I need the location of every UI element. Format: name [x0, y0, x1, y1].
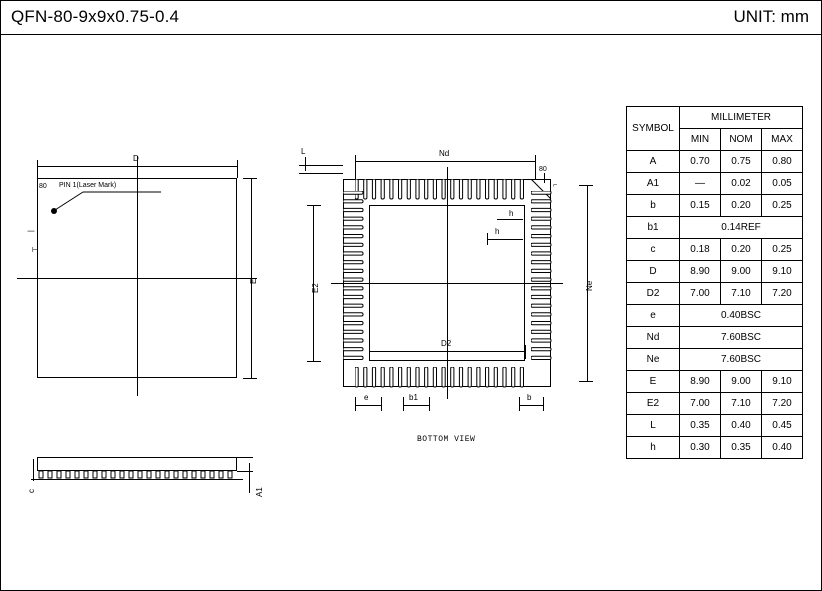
- cell-symbol: b: [627, 195, 680, 217]
- side-view-terminals: [37, 471, 237, 483]
- cell-nom: 9.00: [721, 261, 762, 283]
- l-label: L: [301, 147, 306, 156]
- e-pitch-label: e: [364, 393, 369, 402]
- unit-label: UNIT: mm: [733, 7, 809, 26]
- th-max: MAX: [762, 129, 803, 151]
- table-header-row: [627, 107, 803, 129]
- table-row: [627, 283, 803, 305]
- cell-min: 0.35: [680, 415, 721, 437]
- h-upper-line: [497, 219, 523, 220]
- bottom-view-caption: BOTTOM VIEW: [417, 435, 476, 444]
- table-row: [627, 349, 803, 371]
- side-view-c-label: c: [27, 489, 36, 493]
- b-label: b: [527, 393, 532, 402]
- top-view-left-tick-label-2: ┬: [30, 247, 37, 252]
- h-ext-v: [487, 233, 488, 245]
- b1-ext-r: [429, 397, 430, 411]
- b-ext-r: [543, 397, 544, 411]
- cell-max: 7.20: [762, 393, 803, 415]
- table-row: [627, 437, 803, 459]
- h-lower-line: [487, 239, 523, 240]
- table-row: [627, 217, 803, 239]
- ne-ext-bot: [579, 381, 593, 382]
- title-bar: [1, 1, 821, 35]
- cell-symbol: D2: [627, 283, 680, 305]
- l-ext: [305, 157, 306, 171]
- cell-symbol: b1: [627, 217, 680, 239]
- d2-ext-right: [525, 345, 526, 359]
- e2-ext-top: [307, 205, 321, 206]
- nd-dim-line: [355, 161, 535, 162]
- pin-corner-label: 80: [539, 166, 547, 173]
- cell-symbol: D: [627, 261, 680, 283]
- top-view-d-ext-left: [37, 160, 38, 178]
- table-body: [627, 151, 803, 459]
- top-view-d-dim-line: [37, 166, 237, 167]
- leads-right: [531, 191, 557, 371]
- ne-label: Ne: [585, 280, 594, 291]
- b1-dim-line: [403, 405, 429, 406]
- e-pitch-dim-line: [355, 405, 381, 406]
- side-view-a1-line: [249, 463, 250, 493]
- cell-nom: 0.20: [721, 195, 762, 217]
- b1-label: b1: [409, 393, 418, 402]
- l-dim-line2: [299, 173, 343, 174]
- pin-corner-leader: [544, 173, 545, 183]
- table-row: [627, 305, 803, 327]
- h-lower-label: h: [495, 227, 500, 236]
- cell-max: 0.40: [762, 437, 803, 459]
- cell-max: 7.20: [762, 283, 803, 305]
- top-view-d-ext-right: [237, 160, 238, 178]
- cell-nom: 0.40: [721, 415, 762, 437]
- e2-label: E2: [311, 283, 320, 293]
- cell-symbol: A: [627, 151, 680, 173]
- cell-min: —: [680, 173, 721, 195]
- b-dim-line: [519, 405, 543, 406]
- cell-max: 0.25: [762, 239, 803, 261]
- table-row: [627, 195, 803, 217]
- cell-span-value: 0.14REF: [680, 217, 803, 239]
- cell-min: 0.15: [680, 195, 721, 217]
- cell-min: 8.90: [680, 261, 721, 283]
- cell-span-value: 7.60BSC: [680, 327, 803, 349]
- table-row: [627, 393, 803, 415]
- table-row: [627, 239, 803, 261]
- top-view: [17, 156, 257, 396]
- side-view-body: [37, 457, 237, 471]
- d2-dim-line: [369, 351, 525, 352]
- pin1-number-label: 80: [39, 183, 47, 190]
- e2-ext-bot: [307, 361, 321, 362]
- cell-symbol: Ne: [627, 349, 680, 371]
- cell-max: 0.80: [762, 151, 803, 173]
- cell-symbol: L: [627, 415, 680, 437]
- leads-left: [343, 191, 369, 371]
- table-row: [627, 261, 803, 283]
- th-millimeter: MILLIMETER: [680, 107, 803, 129]
- leads-bottom: [355, 367, 535, 393]
- table-row: [627, 151, 803, 173]
- cell-max: 9.10: [762, 371, 803, 393]
- top-view-e-label: E: [249, 278, 258, 284]
- h-upper-label: h: [509, 209, 514, 218]
- top-view-e-ext-top: [243, 178, 257, 179]
- pin-corner-tick: ⌐: [553, 182, 558, 189]
- cell-nom: 7.10: [721, 393, 762, 415]
- side-view-c-line: [33, 459, 34, 481]
- cell-max: 0.25: [762, 195, 803, 217]
- cell-symbol: c: [627, 239, 680, 261]
- cell-nom: 0.35: [721, 437, 762, 459]
- cell-min: 0.70: [680, 151, 721, 173]
- table-row: [627, 173, 803, 195]
- table-row: [627, 327, 803, 349]
- cell-min: 0.18: [680, 239, 721, 261]
- cell-max: 9.10: [762, 261, 803, 283]
- nd-label: Nd: [439, 149, 450, 158]
- cell-span-value: 7.60BSC: [680, 349, 803, 371]
- e-pitch-ext-l: [355, 397, 356, 411]
- cell-span-value: 0.40BSC: [680, 305, 803, 327]
- th-symbol: SYMBOL: [627, 107, 680, 151]
- th-nom: NOM: [721, 129, 762, 151]
- cell-symbol: A1: [627, 173, 680, 195]
- page-title: QFN-80-9x9x0.75-0.4: [11, 7, 180, 26]
- cell-nom: 0.75: [721, 151, 762, 173]
- cell-min: 7.00: [680, 393, 721, 415]
- cell-symbol: E: [627, 371, 680, 393]
- pin1-leader-line: [51, 186, 171, 226]
- top-view-left-tick-label: |: [28, 230, 35, 232]
- side-view-a-ext: [237, 457, 253, 458]
- pin1-note-label: PIN 1(Laser Mark): [59, 182, 117, 189]
- top-view-e-ext-bot: [243, 378, 257, 379]
- cell-min: 0.30: [680, 437, 721, 459]
- table-row: [627, 371, 803, 393]
- cell-nom: 0.20: [721, 239, 762, 261]
- cell-nom: 9.00: [721, 371, 762, 393]
- side-view-a-ext2: [237, 471, 253, 472]
- b1-ext-l: [403, 397, 404, 411]
- cell-symbol: h: [627, 437, 680, 459]
- b-ext-l: [519, 397, 520, 411]
- leads-top: [355, 179, 535, 205]
- d2-ext-left: [369, 345, 370, 359]
- cell-symbol: Nd: [627, 327, 680, 349]
- cell-max: 0.05: [762, 173, 803, 195]
- top-view-d-label: D: [133, 154, 139, 163]
- cell-min: 8.90: [680, 371, 721, 393]
- ne-ext-top: [579, 185, 593, 186]
- side-view-a1-label: A1: [255, 487, 264, 497]
- nd-ext-right: [535, 155, 536, 179]
- dimension-table: [626, 106, 803, 459]
- cell-symbol: e: [627, 305, 680, 327]
- side-view: [17, 449, 264, 497]
- bottom-view: [291, 121, 611, 451]
- cell-symbol: E2: [627, 393, 680, 415]
- cell-max: 0.45: [762, 415, 803, 437]
- cell-nom: 0.02: [721, 173, 762, 195]
- table-row: [627, 415, 803, 437]
- nd-ext-left: [355, 155, 356, 179]
- cell-min: 7.00: [680, 283, 721, 305]
- e-pitch-ext-r: [381, 397, 382, 411]
- d2-label: D2: [441, 339, 452, 348]
- cell-nom: 7.10: [721, 283, 762, 305]
- th-min: MIN: [680, 129, 721, 151]
